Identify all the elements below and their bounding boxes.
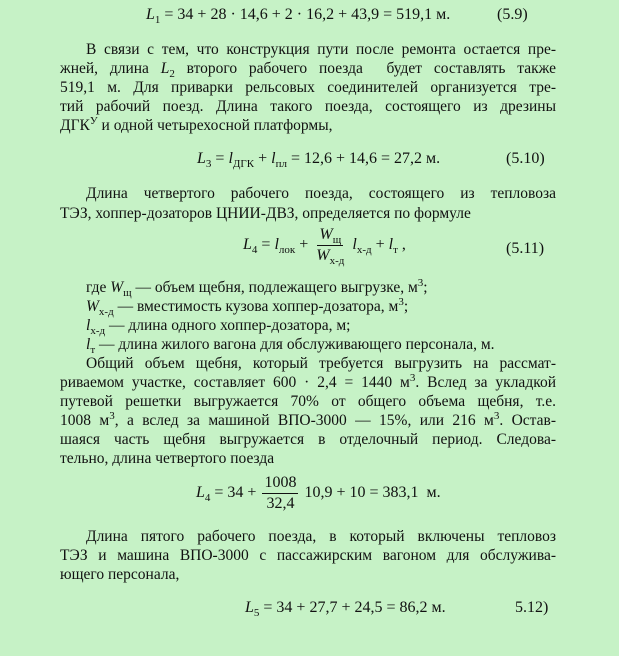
paragraph-line: Общий объем щебня, который требуется выгрузить на рассмат- xyxy=(86,355,556,372)
equation-5-9: $L_1 = 34 + 28 \cdot 14,6 + 2 \cdot 16,2 + 43,9 = 519,1$ м. xyxy=(146,6,451,26)
equation-5-12: $L_5 = 34 + 27,7 + 24,5 = 86,2$ м. xyxy=(245,599,446,619)
equation-number: 5.12) xyxy=(515,599,549,616)
paragraph-line: ющего персонала, xyxy=(60,566,180,583)
definition-line: $l_т$ — длина жилого вагона для обслуживающего персонала, м. xyxy=(86,336,495,356)
paragraph-line: ТЭЗ и машина ВПО-3000 с пассажирским вагоном для обслужива- xyxy=(60,547,556,564)
equation-number: (5.10) xyxy=(506,150,545,167)
paragraph-line: 519,1 м. Для приварки рельсовых соединителей организуется тре- xyxy=(60,79,556,96)
paragraph-line: шаяся часть щебня выгружается в отделочный период. Следова- xyxy=(60,431,556,448)
paragraph-line: тельно, длина четвертого поезда xyxy=(60,450,275,467)
equation-number: (5.11) xyxy=(506,240,545,257)
paragraph-line: тий рабочий поезд. Длина такого поезда, состоящего из дрезины xyxy=(60,98,556,115)
paragraph-line: жней, длина $L_2$ второго рабочего поезда будет составлять также xyxy=(60,60,556,80)
paragraph-line: В связи с тем, что конструкция пути после ремонта остается пре- xyxy=(86,41,556,58)
fraction: $\frac{1008}{32,4}$ xyxy=(264,474,297,512)
paragraph-line: путевой решетки выгружается 70% от общего объема щебня, т.е. xyxy=(60,393,556,410)
paragraph-line: ТЭЗ, хоппер-дозаторов ЦНИИ-ДВЗ, определяется по формуле xyxy=(60,205,471,222)
definition-line: где $W_щ$ — объем щебня, подлежащего выгрузке, $м^3$; xyxy=(86,277,428,299)
paragraph-line: Длина четвертого рабочего поезда, состоящего из тепловоза xyxy=(86,185,556,202)
equation-5-11: $L_4 = l_{лок}$ + $\frac{W_щ}{W_{х-д}}$ $l_{х-д} + l_т$ , xyxy=(243,226,406,267)
equation-number: (5.9) xyxy=(497,6,528,23)
paragraph-line: Длина пятого рабочего поезда, в который включены тепловоз xyxy=(86,528,556,545)
paragraph-line: 1008 $м^3$, а вслед за машиной ВПО-3000 — 15%, или 216 $м^3$. Остав- xyxy=(60,410,556,429)
equation-l4-calculation: $L_4 = 34$ + $\frac{1008}{32,4}$ 10,9 + 10 = 383,1 м. xyxy=(196,474,441,512)
definition-line: $l_{х-д}$ — длина одного хоппер-дозатора, м; xyxy=(86,317,351,337)
paragraph-line: $ДГК^У$ и одной четырехосной платформы, xyxy=(60,115,333,134)
equation-5-10: $L_3 = l_{ДГК} + l_{пл} = 12,6 + 14,6 = 27,2$ м. xyxy=(197,150,441,170)
fraction: $\frac{W_щ}{W_{х-д}}$ xyxy=(316,226,345,267)
paragraph-line: риваемом участке, составляет 600 · 2,4 = 1440 $м^3$. Вслед за укладкой xyxy=(60,372,556,391)
definition-line: $W_{х-д}$ — вместимость кузова хоппер-дозатора, $м^3$; xyxy=(86,296,409,318)
